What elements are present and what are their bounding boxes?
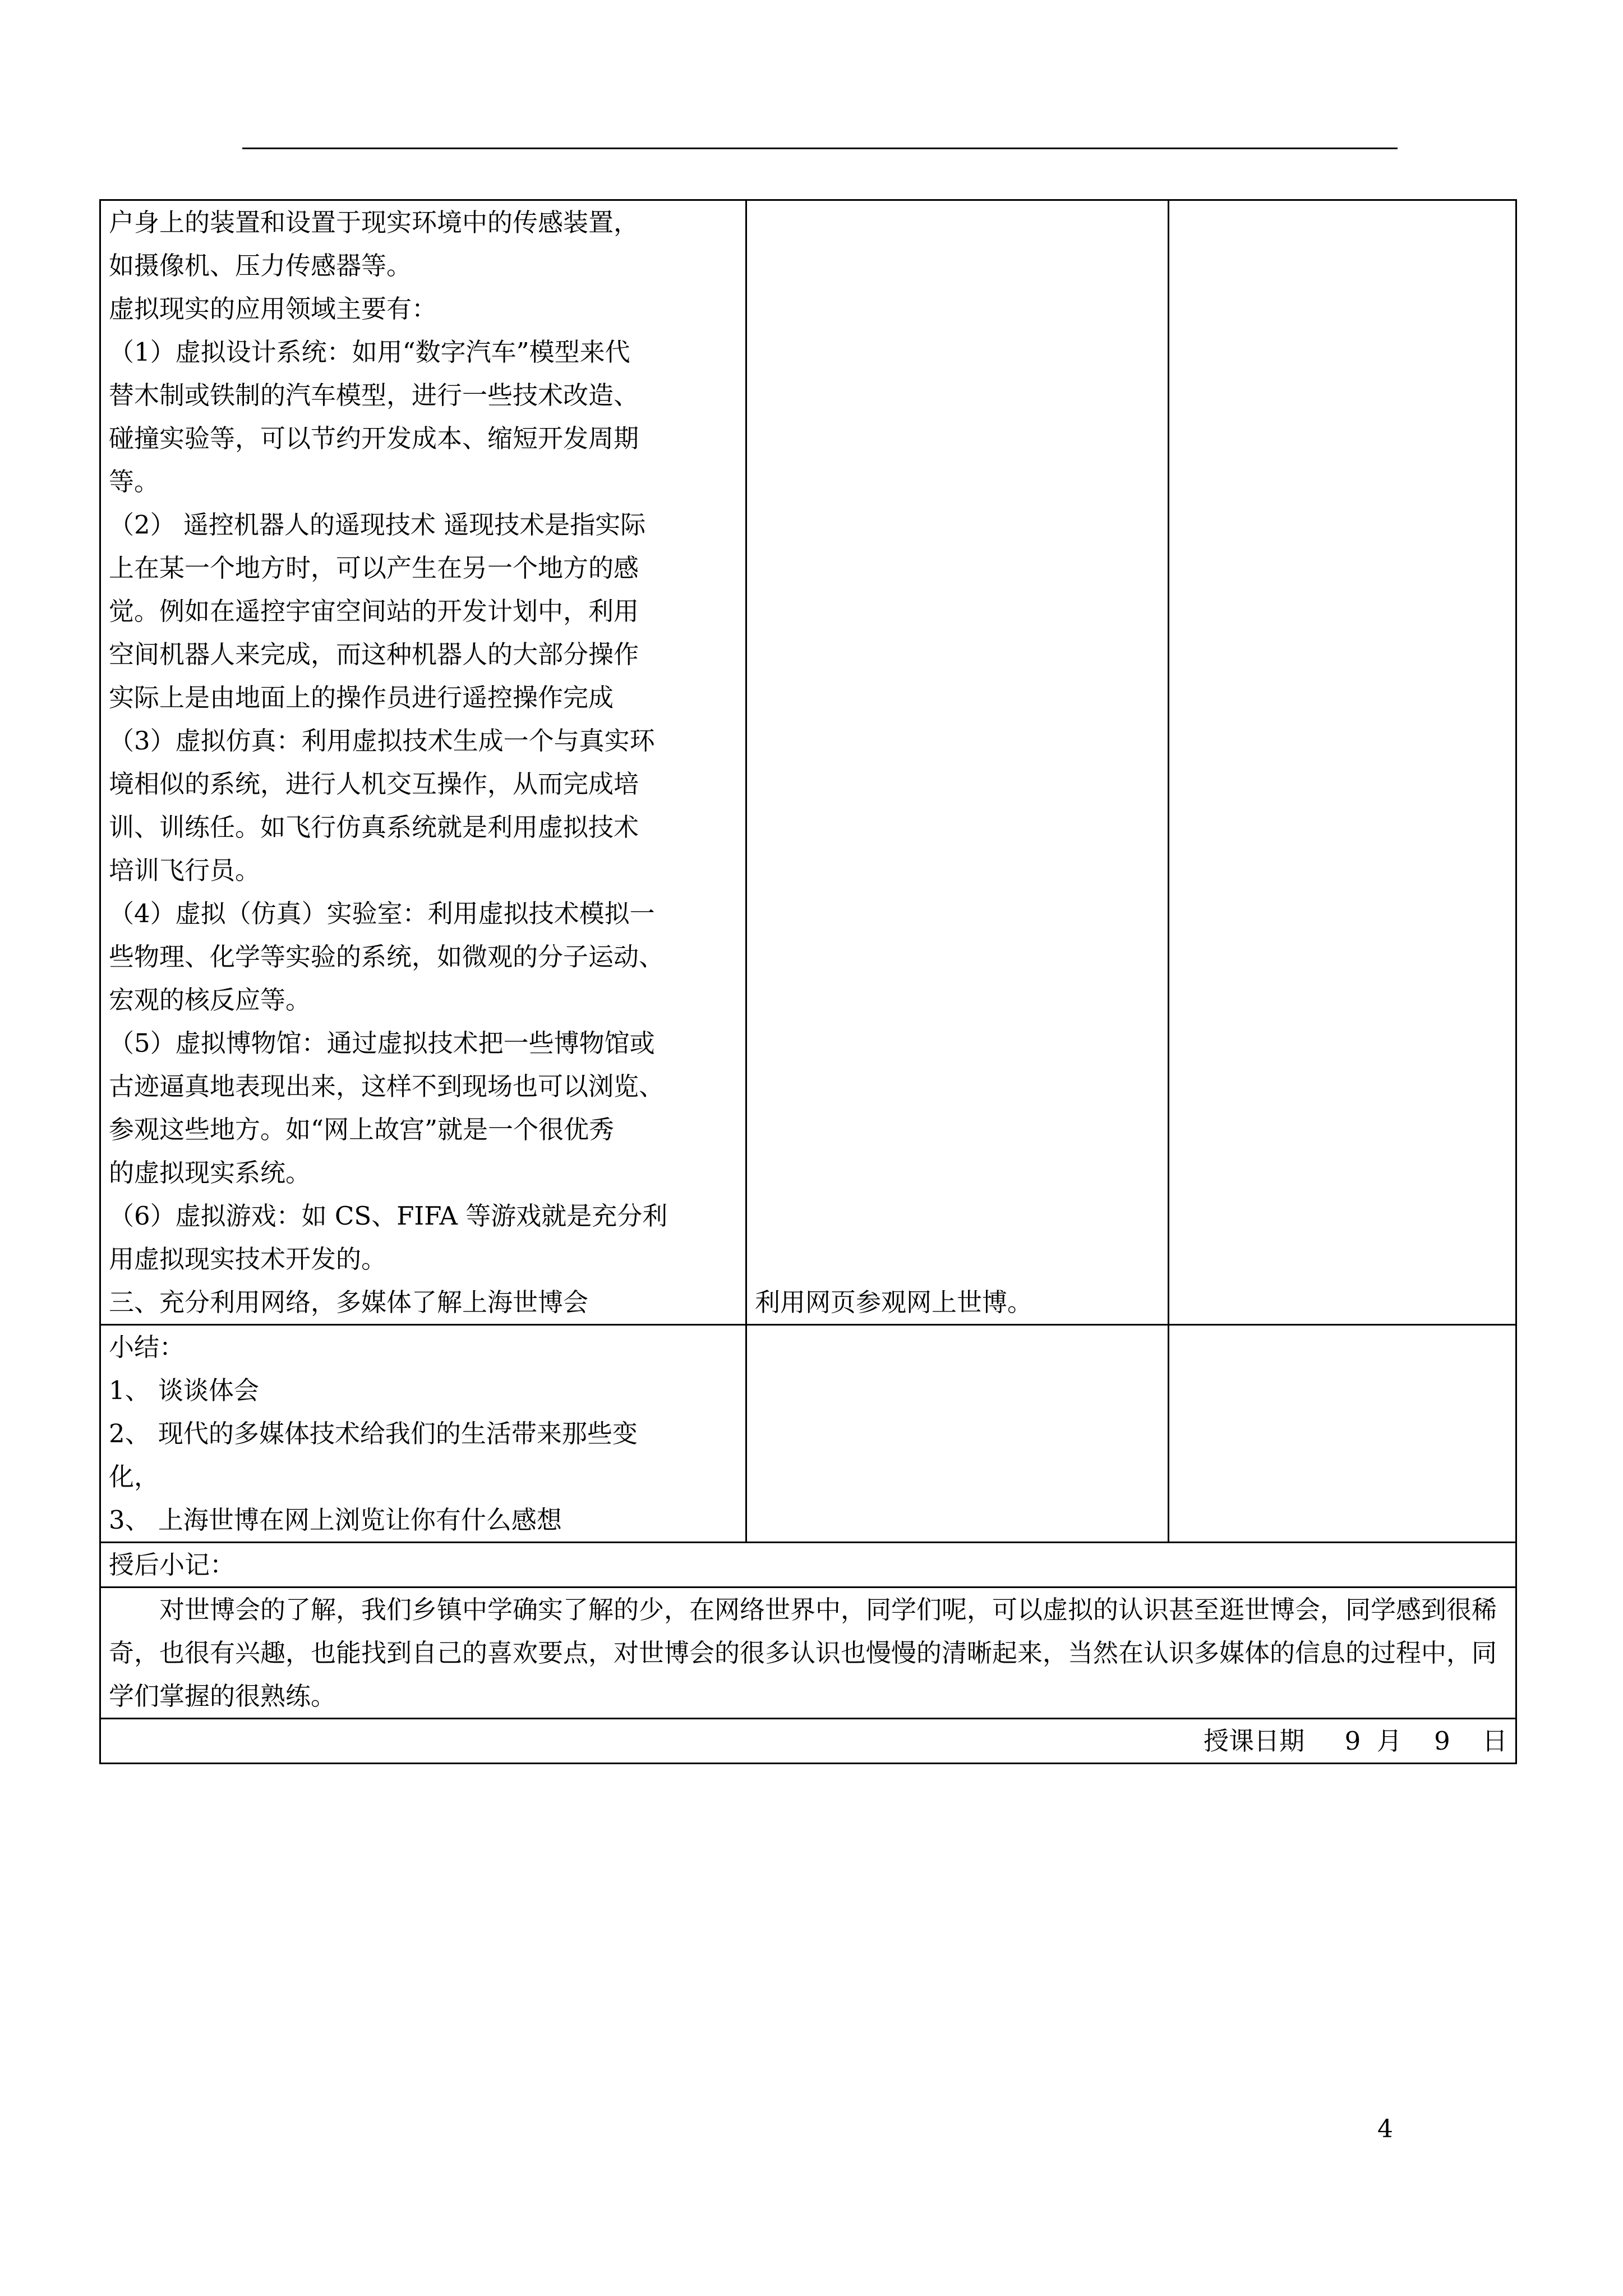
content-lines	[109, 201, 737, 1324]
empty-cell	[746, 1325, 1169, 1543]
activity-cell	[746, 200, 1169, 1325]
header-rule	[242, 148, 1398, 149]
empty-cell	[1169, 200, 1516, 1325]
notes-body-row	[100, 1588, 1516, 1719]
summary-item: 1、 谈谈体会	[109, 1375, 259, 1405]
content-line: （4）虚拟（仿真）实验室：利用虚拟技术模拟一	[109, 899, 655, 928]
date-row	[100, 1719, 1516, 1764]
content-line: 户身上的装置和设置于现实环境中的传感装置，	[109, 208, 639, 237]
date-month-unit: 月	[1376, 1726, 1402, 1756]
empty-cell	[1169, 1325, 1516, 1543]
date-label: 授课日期	[1204, 1726, 1305, 1756]
content-line: 古迹逼真地表现出来，这样不到现场也可以浏览、	[109, 1071, 665, 1101]
summary-item: 3、 上海世博在网上浏览让你有什么感想	[109, 1505, 562, 1535]
date-month: 9	[1344, 1726, 1361, 1756]
content-line: （6）虚拟游戏：如 CS、FIFA 等游戏就是充分利	[109, 1201, 668, 1231]
content-line: 宏观的核反应等。	[109, 985, 311, 1015]
notes-title: 授后小记：	[109, 1550, 236, 1580]
date-day-unit: 日	[1482, 1726, 1507, 1756]
lesson-plan-table	[99, 199, 1517, 1764]
content-line: 碰撞实验等，可以节约开发成本、缩短开发周期	[109, 424, 639, 453]
content-cell	[100, 200, 746, 1325]
content-line: 的虚拟现实系统。	[109, 1158, 311, 1188]
summary-title: 小结：	[109, 1332, 185, 1362]
notes-body: 对世博会的了解，我们乡镇中学确实了解的少，在网络世界中，同学们呢，可以虚拟的认识甚至逛世博会，同学感到很稀奇，也很有兴趣，也能找到自己的喜欢要点，对世博会的很多认识也慢慢的清晰起来，当然在认识多媒体的信息的过程中，同学们掌握的很熟练。	[100, 1588, 1516, 1719]
activity-text: 利用网页参观网上世博。	[755, 1287, 1033, 1317]
content-line: 三、充分利用网络，多媒体了解上海世博会	[109, 1287, 589, 1317]
content-line: 训、训练任。如飞行仿真系统就是利用虚拟技术	[109, 812, 639, 842]
page-number: 4	[1377, 2115, 1393, 2143]
content-line: 实际上是由地面上的操作员进行遥控操作完成	[109, 683, 614, 712]
content-line: （3）虚拟仿真：利用虚拟技术生成一个与真实环	[109, 726, 655, 756]
content-line: 虚拟现实的应用领域主要有：	[109, 294, 437, 324]
content-line: 培训飞行员。	[109, 855, 261, 885]
content-line: （1）虚拟设计系统：如用“数字汽车”模型来代	[109, 337, 630, 367]
summary-row	[100, 1325, 1516, 1543]
date-day: 9	[1434, 1726, 1450, 1756]
notes-title-row	[100, 1543, 1516, 1588]
content-line: （5）虚拟博物馆：通过虚拟技术把一些博物馆或	[109, 1028, 655, 1058]
notes-title-cell	[100, 1543, 1516, 1588]
content-line: 等。	[109, 467, 160, 496]
summary-cell	[100, 1325, 746, 1543]
summary-item: 2、 现代的多媒体技术给我们的生活带来那些变	[109, 1419, 638, 1448]
content-line: 觉。例如在遥控宇宙空间站的开发计划中，利用	[109, 596, 639, 626]
content-line: 如摄像机、压力传感器等。	[109, 251, 412, 280]
summary-item: 化，	[109, 1462, 160, 1492]
content-line: 参观这些地方。如“网上故宫”就是一个很优秀	[109, 1115, 615, 1144]
content-line: 用虚拟现实技术开发的。	[109, 1244, 387, 1274]
content-line: 空间机器人来完成，而这种机器人的大部分操作	[109, 639, 639, 669]
date-cell	[100, 1719, 1516, 1764]
content-line: 境相似的系统，进行人机交互操作，从而完成培	[109, 769, 639, 799]
content-line: 上在某一个地方时，可以产生在另一个地方的感	[109, 553, 639, 583]
content-row	[100, 200, 1516, 1325]
content-line: 替木制或铁制的汽车模型，进行一些技术改造、	[109, 380, 639, 410]
content-line: 些物理、化学等实验的系统，如微观的分子运动、	[109, 942, 665, 972]
content-line: （2） 遥控机器人的遥现技术 遥现技术是指实际	[109, 510, 646, 540]
